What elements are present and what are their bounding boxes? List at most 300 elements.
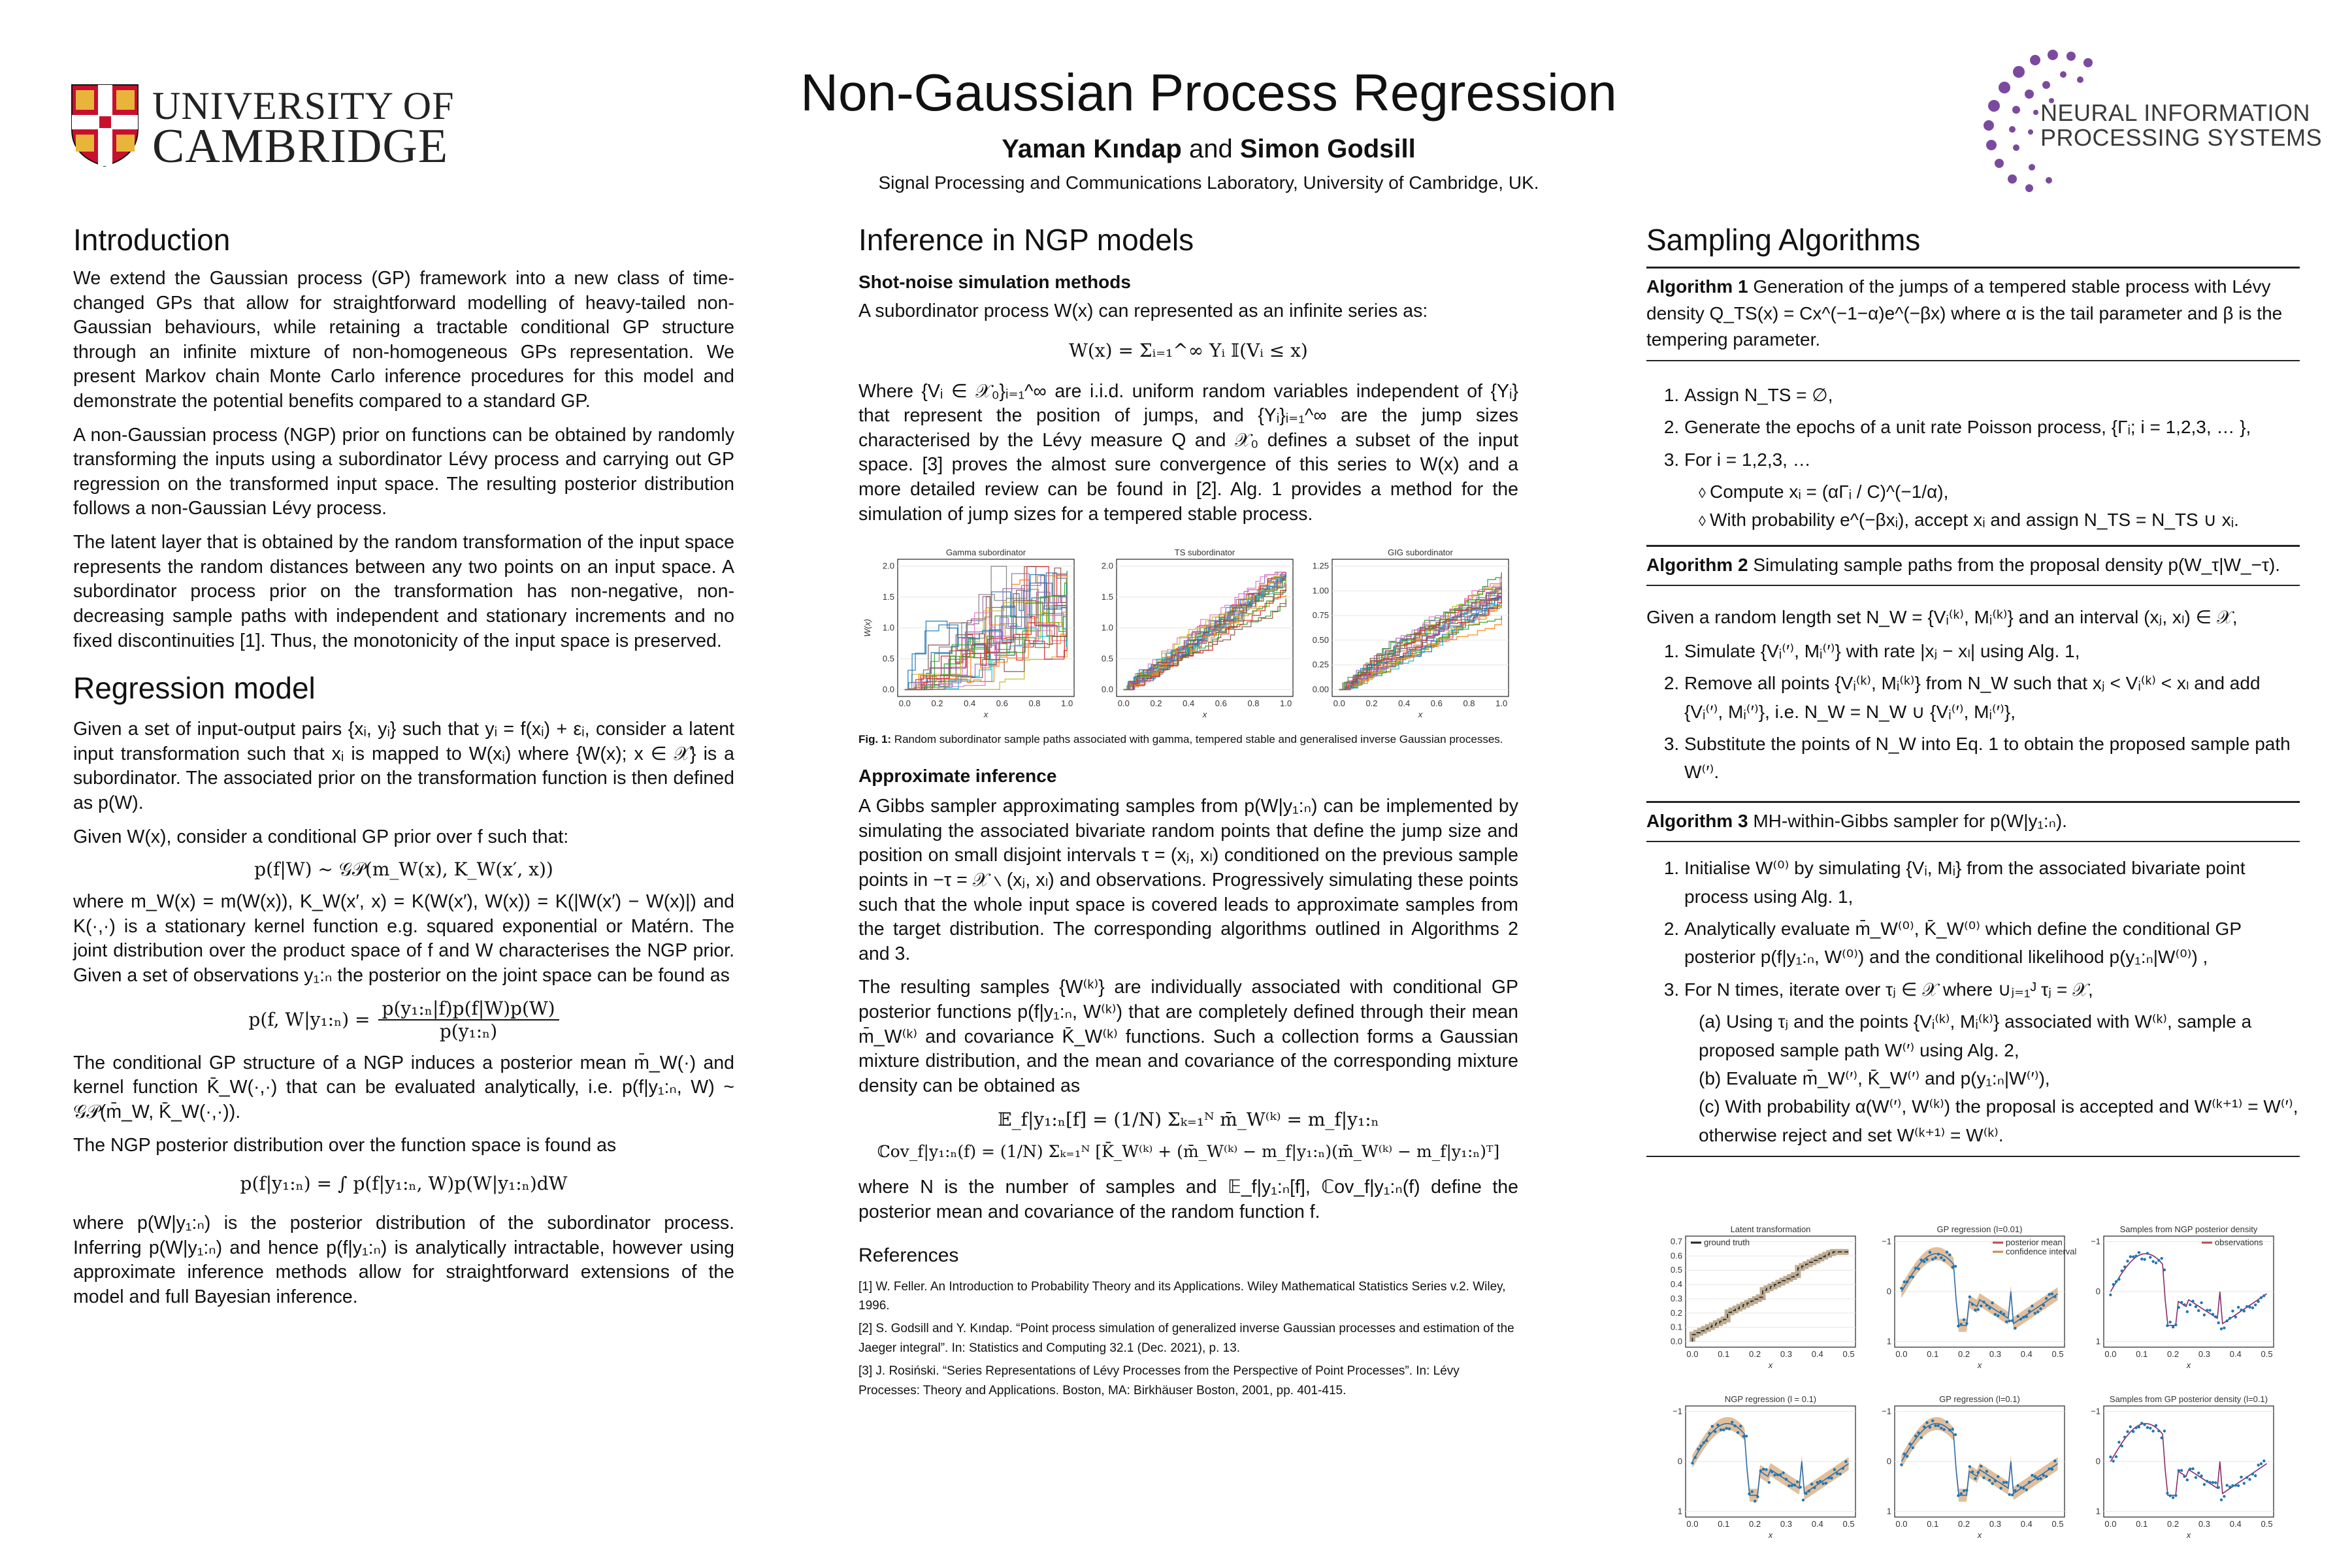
fig1-panel-2-ytick: 0.5 bbox=[1101, 653, 1113, 664]
fig2-panel-3-observation-point bbox=[2138, 1251, 2140, 1254]
fig2-panel-3-observation-point bbox=[2174, 1324, 2177, 1326]
figure-2-plot bbox=[1659, 1222, 2287, 1548]
fig2-panel-4-xtick: 0.0 bbox=[1686, 1519, 1699, 1529]
fig2-panel-2-ytick: −1 bbox=[1882, 1236, 1891, 1247]
cambridge-line1: UNIVERSITY OF bbox=[152, 84, 455, 127]
fig2-panel-3-observation-point bbox=[2262, 1294, 2265, 1297]
regression-p3: where m_W(x) = m(W(x)), K_W(x′, x) = K(W(x′), W(x)) = K(|W(x′) − W(x)|) and K(·,·) is a stationary kernel function e.g. squared exponential or Matérn. The joint distribution over the product space of f and W characterises the NGP prior. Given a set of observations y₁:ₙ the posterior on the joint space can be found as bbox=[73, 891, 734, 987]
fig2-panel-6-observation-point bbox=[2212, 1481, 2214, 1484]
fig2-panel-2-observation-point bbox=[1977, 1308, 1980, 1311]
fig2-panel-4-observation-point bbox=[1805, 1492, 1807, 1495]
fig2-panel-3-ytick: 0 bbox=[2095, 1286, 2100, 1296]
right-column bbox=[1646, 222, 2300, 1157]
fig2-panel-6-observation-point bbox=[2208, 1481, 2211, 1484]
fig2-panel-3-title: Samples from NGP posterior density bbox=[2119, 1224, 2258, 1234]
fig2-panel-5-observation-point bbox=[1946, 1420, 1948, 1423]
fig2-panel-3-observation-point bbox=[2240, 1309, 2242, 1311]
fig2-panel-5-xtick: 0.2 bbox=[1958, 1519, 1970, 1529]
fig2-panel-4-observation-point bbox=[1821, 1482, 1824, 1485]
fig2-panel-3-observation-point bbox=[2123, 1266, 2126, 1268]
a1-step-1: 1. Assign N_TS = ∅, bbox=[1684, 381, 2300, 409]
inference-eq3: ℂov_f|y₁:ₙ(f) = (1/N) Σₖ₌₁ᴺ [K̄_W⁽ᵏ⁾ + (m̄_W⁽ᵏ⁾ − m_f|y₁:ₙ)(m̄_W⁽ᵏ⁾ − m_f|y₁:ₙ)ᵀ] bbox=[877, 1142, 1500, 1162]
fig2-panel-3-observation-point bbox=[2246, 1305, 2248, 1308]
fig2-panel-6-observation-point bbox=[2231, 1484, 2234, 1487]
fig2-panel-5-observation-point bbox=[1957, 1494, 1959, 1497]
fig2-panel-6-observation-point bbox=[2191, 1467, 2194, 1470]
fig2-panel-3-observation-point bbox=[2214, 1315, 2217, 1318]
fig2-panel-6-observation-point bbox=[2183, 1475, 2185, 1478]
fig2-panel-2-observation-point bbox=[1974, 1309, 1976, 1311]
neurips-line1: NEURAL INFORMATION bbox=[2040, 99, 2311, 126]
fig2-panel-4-observation-point bbox=[1838, 1473, 1841, 1475]
fig2-panel-2-observation-point bbox=[2036, 1311, 2039, 1313]
fig2-panel-2-observation-point bbox=[1906, 1281, 1908, 1283]
fig2-panel-5-observation-point bbox=[1900, 1463, 1903, 1466]
fig2-panel-5-observation-point bbox=[1923, 1426, 1925, 1428]
fig2-panel-4-observation-point bbox=[1762, 1468, 1765, 1471]
fig2-panel-3-observation-point bbox=[2206, 1309, 2208, 1311]
fig2-panel-3-observation-point bbox=[2115, 1281, 2117, 1283]
a1-bullet-1: ◊ Compute xᵢ = (αΓᵢ / C)^(−1/α), bbox=[1699, 478, 2300, 506]
fig2-panel-1-ytick: 0.3 bbox=[1670, 1293, 1682, 1303]
fig2-panel-2-observation-point bbox=[1980, 1305, 1982, 1307]
fig2-panel-5-xtick: 0.0 bbox=[1895, 1519, 1908, 1529]
fig2-panel-4-observation-point bbox=[1720, 1428, 1722, 1431]
fig2-panel-4-observation-point bbox=[1708, 1432, 1710, 1435]
fig2-panel-4-observation-point bbox=[1748, 1492, 1750, 1495]
fig2-panel-5-xtick: 0.1 bbox=[1927, 1519, 1939, 1529]
fig2-panel-2-observation-point bbox=[1923, 1260, 1925, 1263]
fig2-panel-6-observation-point bbox=[2126, 1430, 2129, 1433]
fig2-panel-3-observation-point bbox=[2166, 1324, 2168, 1327]
fig2-panel-2-xtick: 0.4 bbox=[2020, 1349, 2033, 1359]
fig2-panel-4-observation-point bbox=[1810, 1483, 1813, 1486]
a3-sub-c: (c) With probability α(W⁽′⁾, W⁽ᵏ⁾) the proposal is accepted and W⁽ᵏ⁺¹⁾ = W⁽′⁾, otherwise reject and set W⁽ᵏ⁺¹⁾ = W⁽ᵏ⁾. bbox=[1699, 1096, 2298, 1145]
fig2-panel-5-observation-point bbox=[1929, 1426, 1931, 1428]
fig2-panel-6-observation-point bbox=[2138, 1426, 2140, 1428]
fig1-panel-1-ytick: 0.0 bbox=[882, 684, 894, 694]
fig2-panel-3-observation-point bbox=[2234, 1316, 2237, 1318]
fig2-panel-1-ytick: 0.1 bbox=[1670, 1322, 1682, 1332]
a1-bullet-2: ◊ With probability e^(−βxᵢ), accept xᵢ and assign N_TS = N_TS ∪ xᵢ. bbox=[1699, 506, 2300, 534]
fig2-panel-1-xtick: 0.1 bbox=[1718, 1349, 1730, 1359]
fig2-panel-2-observation-point bbox=[1900, 1287, 1903, 1290]
fig2-panel-3-observation-point bbox=[2143, 1258, 2146, 1261]
fig2-panel-5-observation-point bbox=[2002, 1481, 2005, 1484]
fig2-panel-5-observation-point bbox=[1912, 1446, 1914, 1449]
regression-eq1: p(f|W) ~ 𝒢𝒫(m_W(x), K_W(x′, x)) bbox=[254, 858, 553, 881]
fig2-panel-6-observation-point bbox=[2123, 1436, 2126, 1439]
cambridge-logo bbox=[71, 84, 463, 173]
intro-p1: We extend the Gaussian process (GP) framework into a new class of time-changed GPs that allow for straightforward modelling of heavy-tailed non-Gaussian behaviours, while retaining a tractable conditional GP structure through an infinite mixture of non-homogeneous GPs representation. We present Markov chain Monte Carlo inference procedures for this model and demonstrate the potential benefits compared to a standard GP. bbox=[73, 268, 734, 412]
inference-eq2: 𝔼_f|y₁:ₙ[f] = (1/N) Σₖ₌₁ᴺ m̄_W⁽ᵏ⁾ = m_f|y₁:ₙ bbox=[998, 1109, 1379, 1131]
fig2-panel-4-observation-point bbox=[1714, 1430, 1716, 1433]
figure-1-caption-label: Fig. 1: bbox=[858, 733, 892, 746]
fig1-panel-2-ytick: 1.5 bbox=[1101, 592, 1113, 602]
fig1-panel-3-ytick: 1.25 bbox=[1312, 561, 1329, 571]
fig2-panel-4-observation-point bbox=[1737, 1431, 1739, 1434]
fig2-panel-5-observation-point bbox=[2031, 1474, 2033, 1477]
fig2-panel-2-observation-point bbox=[1965, 1322, 1968, 1325]
fig2-panel-5-observation-point bbox=[1917, 1431, 1919, 1434]
fig2-panel-5-observation-point bbox=[1997, 1475, 1999, 1478]
fig2-panel-3-observation-point bbox=[2226, 1320, 2229, 1322]
fig2-panel-3-xtick: 0.0 bbox=[2104, 1349, 2117, 1359]
fig2-panel-5-observation-point bbox=[1963, 1490, 1965, 1492]
fig2-panel-6-observation-point bbox=[2197, 1471, 2200, 1474]
fig2-panel-5-title: GP regression (l=0.1) bbox=[1939, 1394, 2020, 1404]
fig2-panel-5-observation-point bbox=[1985, 1470, 1988, 1473]
fig2-panel-2-observation-point bbox=[1994, 1313, 1997, 1316]
fig2-panel-5-xtick: 0.3 bbox=[1989, 1519, 2001, 1529]
fig2-panel-6-observation-point bbox=[2186, 1478, 2189, 1481]
fig2-panel-2-observation-point bbox=[2005, 1320, 2008, 1323]
algorithm-2-body bbox=[1646, 586, 2300, 792]
algorithm-2 bbox=[1646, 545, 2300, 793]
fig1-panel-1-ytick: 1.5 bbox=[882, 592, 894, 602]
fig2-panel-5-observation-point bbox=[1931, 1420, 1934, 1422]
fig1-panel-2-ytick: 1.0 bbox=[1101, 623, 1113, 633]
a3-step-2: 2. Analytically evaluate m̄_W⁽⁰⁾, K̄_W⁽⁰⁾ which define the conditional GP posterior p(f|y₁:ₙ, W⁽⁰⁾) and the conditional likelihood p(y₁:ₙ|W⁽⁰⁾) , bbox=[1684, 915, 2300, 972]
left-column bbox=[73, 222, 734, 1319]
fig2-panel-2-observation-point bbox=[2048, 1293, 2050, 1296]
fig2-panel-2-observation-point bbox=[1954, 1265, 1957, 1267]
fig1-panel-3-title: GIG subordinator bbox=[1388, 547, 1453, 558]
fig2-panel-3-observation-point bbox=[2180, 1301, 2183, 1303]
a3-step-1: 1. Initialise W⁽⁰⁾ by simulating {Vᵢ, Mᵢ} from the associated bivariate point process using Alg. 1, bbox=[1684, 854, 2300, 911]
fig2-panel-3-observation-point bbox=[2161, 1257, 2163, 1260]
approx-inference-subtitle: Approximate inference bbox=[858, 766, 1057, 787]
fig2-panel-3-observation-point bbox=[2112, 1283, 2115, 1286]
reference-1: [1] W. Feller. An Introduction to Probability Theory and its Applications. Wiley Mathematical Statistics Series v.2. Wiley, 1996. bbox=[858, 1279, 1506, 1313]
fig2-panel-5-observation-point bbox=[2048, 1467, 2050, 1470]
fig2-panel-5-observation-point bbox=[2051, 1468, 2053, 1471]
neurips-logo bbox=[1973, 46, 2326, 203]
fig2-panel-2-xtick: 0.1 bbox=[1927, 1349, 1939, 1359]
fig2-panel-4-observation-point bbox=[1833, 1468, 1836, 1471]
fig2-panel-4-xtick: 0.5 bbox=[1842, 1519, 1855, 1529]
fig1-panel-3-xtick: 0.0 bbox=[1333, 698, 1345, 709]
fig2-panel-5-observation-point bbox=[2042, 1474, 2045, 1477]
fig2-panel-5-observation-point bbox=[2039, 1477, 2042, 1480]
a2-step-1: 1. Simulate {Vᵢ⁽′⁾, Mᵢ⁽′⁾} with rate |xⱼ − xₗ| using Alg. 1, bbox=[1684, 637, 2300, 665]
fig2-panel-6-observation-point bbox=[2240, 1476, 2242, 1478]
fig2-panel-5-observation-point bbox=[1988, 1478, 1991, 1481]
fig2-panel-6-xtick: 0.0 bbox=[2104, 1519, 2117, 1529]
figure-1 bbox=[858, 540, 1518, 729]
fig2-panel-4-observation-point bbox=[1813, 1486, 1816, 1489]
fig2-panel-5-observation-point bbox=[1977, 1471, 1980, 1474]
fig1-panel-1-xtick: 0.8 bbox=[1028, 698, 1041, 709]
fig2-panel-5-observation-point bbox=[1920, 1436, 1923, 1439]
fig2-panel-5-observation-point bbox=[1974, 1477, 1976, 1480]
fig2-panel-6-observation-point bbox=[2149, 1427, 2151, 1429]
fig2-panel-1-ytick: 0.2 bbox=[1670, 1307, 1682, 1318]
fig2-panel-3-observation-point bbox=[2172, 1326, 2174, 1328]
fig1-panel-3-xtick: 0.2 bbox=[1365, 698, 1378, 709]
fig2-panel-1-xtick: 0.0 bbox=[1686, 1349, 1699, 1359]
fig2-panel-4-observation-point bbox=[1765, 1468, 1767, 1471]
fig2-panel-3-observation-point bbox=[2237, 1306, 2240, 1309]
fig1-panel-1-ytick: 0.5 bbox=[882, 653, 894, 664]
fig1-panel-3-ytick: 1.00 bbox=[1312, 585, 1329, 596]
fig1-panel-3-xtick: 0.6 bbox=[1430, 698, 1443, 709]
fig2-panel-6-xtick: 0.2 bbox=[2167, 1519, 2180, 1529]
fig2-panel-3-observation-point bbox=[2163, 1269, 2166, 1271]
fig2-panel-3-observation-point bbox=[2223, 1326, 2225, 1329]
author-2: Simon Godsill bbox=[1239, 135, 1416, 163]
fig2-panel-2-observation-point bbox=[1963, 1318, 1965, 1321]
fig2-panel-4-observation-point bbox=[1705, 1439, 1708, 1442]
fig2-panel-4-xtick: 0.3 bbox=[1780, 1519, 1792, 1529]
fig2-panel-3-observation-point bbox=[2260, 1296, 2262, 1299]
fig2-panel-2-observation-point bbox=[1934, 1256, 1936, 1259]
a1-step-3: 3. For i = 1,2,3, … bbox=[1684, 446, 2300, 474]
fig2-panel-2-observation-point bbox=[1925, 1258, 1928, 1261]
algorithm-1-caption: Generation of the jumps of a tempered stable process with Lévy density Q_TS(x) = Cx^(−1−α)e^(−βx) where α is the tail parameter and β is the tempering parameter. bbox=[1646, 276, 2283, 350]
fig2-panel-1-ytick: 0.4 bbox=[1670, 1279, 1682, 1290]
fig2-panel-3-observation-point bbox=[2169, 1320, 2172, 1323]
fig2-panel-4-xtick: 0.1 bbox=[1718, 1519, 1730, 1529]
fig2-panel-6-xtick: 0.5 bbox=[2261, 1519, 2273, 1529]
fig2-panel-1-ytick: 0.5 bbox=[1670, 1265, 1682, 1275]
fig2-panel-4-observation-point bbox=[1728, 1428, 1731, 1430]
cambridge-line2: CAMBRIDGE bbox=[152, 120, 449, 173]
a1-step-2: 2. Generate the epochs of a unit rate Poisson process, {Γᵢ; i = 1,2,3, … }, bbox=[1684, 413, 2300, 441]
fig2-panel-4-observation-point bbox=[1739, 1425, 1742, 1428]
fig2-panel-5-observation-point bbox=[1906, 1455, 1908, 1458]
fig2-panel-1-ytick: 0.6 bbox=[1670, 1250, 1682, 1261]
fig2-panel-4-observation-point bbox=[1842, 1467, 1844, 1469]
fig2-panel-1-title: Latent transformation bbox=[1730, 1224, 1811, 1234]
fig2-panel-2-observation-point bbox=[1937, 1252, 1940, 1255]
author-and: and bbox=[1188, 135, 1233, 163]
fig2-panel-5-observation-point bbox=[2005, 1481, 2008, 1484]
fig2-panel-4-observation-point bbox=[1697, 1448, 1699, 1450]
references-title: References bbox=[858, 1244, 959, 1266]
fig2-panel-4-observation-point bbox=[1733, 1424, 1736, 1427]
algorithm-3-caption: MH-within-Gibbs sampler for p(W|y₁:ₙ). bbox=[1748, 810, 2067, 831]
algorithm-3-label: Algorithm 3 bbox=[1646, 810, 1748, 831]
fig2-panel-4-observation-point bbox=[1779, 1473, 1782, 1476]
sampling-title: Sampling Algorithms bbox=[1646, 223, 1921, 257]
authors bbox=[653, 135, 1764, 164]
regression-p2: Given W(x), consider a conditional GP prior over f such that: bbox=[73, 826, 569, 847]
fig2-panel-4-observation-point bbox=[1759, 1469, 1762, 1472]
affiliation: Signal Processing and Communications Laboratory, University of Cambridge, UK. bbox=[878, 172, 1539, 193]
fig2-panel-3-xtick: 0.2 bbox=[2167, 1349, 2180, 1359]
fig2-panel-6-title: Samples from GP posterior density (l=0.1) bbox=[2109, 1394, 2268, 1404]
fig2-panel-6-observation-point bbox=[2112, 1460, 2115, 1462]
fig2-panel-3-observation-point bbox=[2151, 1260, 2154, 1263]
fig2-panel-4-observation-point bbox=[1796, 1480, 1799, 1483]
fig1-panel-1-xtick: 0.0 bbox=[898, 698, 911, 709]
fig2-panel-3-xtick: 0.1 bbox=[2136, 1349, 2148, 1359]
fig2-panel-4-observation-point bbox=[1771, 1471, 1773, 1473]
fig2-panel-6-observation-point bbox=[2161, 1437, 2163, 1439]
fig2-panel-3-observation-point bbox=[2121, 1269, 2123, 1272]
fig2-panel-3-observation-point bbox=[2140, 1258, 2143, 1260]
fig2-panel-5-observation-point bbox=[1994, 1480, 1997, 1482]
eq2-denominator: p(y₁:ₙ) bbox=[439, 1020, 498, 1042]
poster-title: Non-Gaussian Process Regression bbox=[800, 63, 1617, 122]
fig1-panel-1-xtick: 0.2 bbox=[931, 698, 943, 709]
fig2-panel-2-xtick: 0.3 bbox=[1989, 1349, 2001, 1359]
fig1-panel-3-ytick: 0.50 bbox=[1312, 635, 1329, 645]
fig2-panel-2-observation-point bbox=[1948, 1254, 1951, 1256]
fig2-panel-3-observation-point bbox=[2155, 1262, 2157, 1264]
algorithm-3-body bbox=[1646, 842, 2300, 1157]
fig2-panel-6-observation-point bbox=[2234, 1484, 2237, 1486]
fig1-panel-1-title: Gamma subordinator bbox=[945, 547, 1026, 558]
fig2-panel-6-xtick: 0.4 bbox=[2229, 1519, 2242, 1529]
fig2-panel-4-observation-point bbox=[1808, 1490, 1810, 1492]
fig2-panel-3-observation-point bbox=[2109, 1294, 2112, 1296]
fig2-panel-2-xtick: 0.0 bbox=[1895, 1349, 1908, 1359]
fig2-panel-5-observation-point bbox=[2036, 1478, 2039, 1480]
reference-3: [3] J. Rosiński. “Series Representations of Lévy Processes from the Perspective of Point Processes”. In: Lévy Processes: Theory and Applications. Boston, MA: Birkhäuser Boston, 2001, pp. 401-415. bbox=[858, 1364, 1460, 1397]
fig2-panel-4-observation-point bbox=[1819, 1480, 1821, 1482]
fig2-panel-2-observation-point bbox=[2014, 1327, 2016, 1330]
reference-2: [2] S. Godsill and Y. Kındap. “Point process simulation of generalized inverse Gaussian processes and estimation of the Jaeger integral”. In: Statistics and Computing 32.1 (Dec. 2021), p. 13. bbox=[858, 1322, 1514, 1355]
fig2-panel-6-observation-point bbox=[2157, 1429, 2160, 1432]
fig2-panel-6-observation-point bbox=[2220, 1499, 2223, 1501]
fig2-panel-2-observation-point bbox=[2017, 1315, 2019, 1318]
fig2-panel-3-observation-point bbox=[2189, 1303, 2191, 1306]
fig2-panel-6-observation-point bbox=[2226, 1484, 2229, 1486]
fig2-panel-4-observation-point bbox=[1716, 1424, 1719, 1426]
fig2-panel-6-observation-point bbox=[2121, 1445, 2123, 1447]
fig2-panel-5-observation-point bbox=[1914, 1435, 1917, 1437]
fig2-panel-2-observation-point bbox=[2011, 1319, 2014, 1322]
fig2-panel-5-observation-point bbox=[1940, 1427, 1942, 1429]
fig2-panel-4-observation-point bbox=[1816, 1481, 1819, 1484]
fig2-panel-2-observation-point bbox=[1971, 1303, 1974, 1305]
fig2-panel-6-observation-point bbox=[2155, 1424, 2157, 1427]
fig2-panel-1-xtick: 0.4 bbox=[1811, 1349, 1823, 1359]
fig2-panel-6-observation-point bbox=[2132, 1430, 2134, 1433]
fig2-panel-4-observation-point bbox=[1754, 1500, 1756, 1503]
fig2-panel-5-observation-point bbox=[2019, 1486, 2022, 1489]
fig2-panel-2-observation-point bbox=[1946, 1250, 1948, 1253]
fig2-panel-2-ytick: 0 bbox=[1886, 1286, 1891, 1296]
fig2-panel-5-observation-point bbox=[2011, 1494, 2014, 1496]
fig2-panel-5-observation-point bbox=[2028, 1481, 2031, 1484]
regression-p1: Given a set of input-output pairs {xᵢ, yᵢ} such that yᵢ = f(xᵢ) + εᵢ, consider a latent input transformation such that xᵢ is mapped to W(xᵢ) where {W(x); x ∈ 𝒳} is a subordinator. The associated prior on the transformation function is then defined as p(W). bbox=[73, 719, 734, 813]
fig2-panel-3-observation-point bbox=[2200, 1301, 2202, 1304]
fig2-panel-3-observation-point bbox=[2208, 1309, 2211, 1311]
fig2-panel-4-observation-point bbox=[1722, 1428, 1725, 1431]
fig2-panel-5-ytick: 0 bbox=[1886, 1456, 1891, 1466]
fig2-panel-2-observation-point bbox=[2019, 1318, 2022, 1320]
fig2-panel-6-observation-point bbox=[2248, 1478, 2251, 1480]
fig1-panel-1-ytick: 1.0 bbox=[882, 623, 894, 633]
algorithm-3 bbox=[1646, 801, 2300, 1158]
fig2-panel-2-observation-point bbox=[1952, 1266, 1954, 1268]
fig2-panel-6-ytick: −1 bbox=[2091, 1406, 2100, 1416]
a3-sub-b: (b) Evaluate m̄_W⁽′⁾, K̄_W⁽′⁾ and p(y₁:ₙ|W⁽′⁾), bbox=[1699, 1068, 2050, 1088]
fig2-panel-6-observation-point bbox=[2134, 1426, 2137, 1429]
fig2-panel-3-observation-point bbox=[2126, 1260, 2129, 1262]
fig2-panel-3-observation-point bbox=[2243, 1310, 2246, 1313]
fig2-panel-6-observation-point bbox=[2246, 1476, 2248, 1478]
fig1-panel-1-xtick: 0.4 bbox=[964, 698, 976, 709]
fig2-panel-4-observation-point bbox=[1799, 1486, 1802, 1488]
fig2-panel-2-title: GP regression (l=0.01) bbox=[1936, 1224, 2023, 1234]
fig2-panel-2-observation-point bbox=[1914, 1267, 1917, 1269]
inference-p3: A Gibbs sampler approximating samples from p(W|y₁:ₙ) can be implemented by simulating the associated bivariate random points that define the jump size and position on small disjoint intervals τ = (xⱼ, xₗ) conditioned on the previous sample points in −τ = 𝒳 ∖ (xⱼ, xₗ) and observations. Progressively simulating these points such that the whole input space is covered leads to approximate samples from the target distribution. The corresponding algorithms outlined in Algorithms 2 and 3. bbox=[858, 796, 1518, 964]
fig2-panel-4-observation-point bbox=[1691, 1462, 1693, 1464]
fig2-panel-1-legend-label: ground truth bbox=[1704, 1237, 1750, 1247]
intro-p3: The latent layer that is obtained by the random transformation of the input space represents the random distances between any two points on an input space. A subordinator process prior on the transformation has non-negative, non-decreasing sample paths with independent and stationary increments and no fixed discontinuities [1]. Thus, the monotonicity of the input space is preserved. bbox=[73, 532, 734, 651]
fig2-panel-6-observation-point bbox=[2217, 1486, 2220, 1489]
fig1-panel-3-xtick: 0.8 bbox=[1463, 698, 1475, 709]
fig2-panel-6-ytick: 0 bbox=[2095, 1456, 2100, 1466]
fig2-panel-5-observation-point bbox=[1908, 1443, 1911, 1445]
fig1-panel-3-ytick: 0.25 bbox=[1312, 659, 1329, 670]
fig2-panel-6-observation-point bbox=[2262, 1460, 2265, 1462]
fig2-panel-2-legend-label: confidence interval bbox=[2006, 1247, 2077, 1256]
figure-1-plot bbox=[858, 540, 1518, 729]
algorithm-3-header bbox=[1646, 803, 2300, 843]
fig2-panel-3-observation-point bbox=[2212, 1313, 2214, 1316]
fig2-panel-2-observation-point bbox=[1942, 1259, 1945, 1262]
regression-title: Regression model bbox=[73, 671, 316, 706]
fig2-panel-5-observation-point bbox=[1991, 1482, 1993, 1485]
fig2-panel-4-observation-point bbox=[1793, 1484, 1796, 1486]
fig2-panel-2-observation-point bbox=[2051, 1292, 2053, 1295]
fig2-panel-4-observation-point bbox=[1825, 1482, 1827, 1484]
fig2-panel-3-observation-point bbox=[2129, 1255, 2132, 1258]
fig1-panel-3-xtick: 1.0 bbox=[1495, 698, 1508, 709]
figure-1-caption-text: Random subordinator sample paths associated with gamma, tempered stable and generalised inverse Gaussian processes. bbox=[891, 733, 1503, 746]
fig2-panel-4-observation-point bbox=[1703, 1441, 1705, 1444]
fig1-panel-1-xtick: 0.6 bbox=[996, 698, 1008, 709]
fig2-panel-4-ytick: 0 bbox=[1677, 1456, 1682, 1466]
fig2-panel-6-observation-point bbox=[2254, 1475, 2257, 1477]
fig2-panel-3-observation-point bbox=[2186, 1311, 2189, 1313]
fig2-panel-3-observation-point bbox=[2248, 1306, 2251, 1309]
fig2-panel-1-xtick: 0.2 bbox=[1749, 1349, 1761, 1359]
fig2-panel-1-xtick: 0.3 bbox=[1780, 1349, 1792, 1359]
fig2-panel-5-ytick: 1 bbox=[1886, 1506, 1891, 1516]
introduction-title: Introduction bbox=[73, 223, 231, 257]
fig2-panel-2-observation-point bbox=[2042, 1304, 2045, 1307]
fig1-panel-3-xtick: 0.4 bbox=[1398, 698, 1411, 709]
fig2-panel-6-observation-point bbox=[2195, 1476, 2197, 1478]
inference-eq1: W(x) = Σᵢ₌₁^∞ Yᵢ 𝕀(Vᵢ ≤ x) bbox=[1069, 339, 1308, 361]
fig2-panel-1-ytick: 0.0 bbox=[1670, 1336, 1682, 1347]
fig2-panel-6-observation-point bbox=[2115, 1455, 2117, 1458]
inference-p5: where N is the number of samples and 𝔼_f|y₁:ₙ[f], ℂov_f|y₁:ₙ(f) define the posterior mean and covariance of the random function f. bbox=[858, 1177, 1518, 1222]
fig2-panel-3-legend-label: observations bbox=[2215, 1237, 2263, 1247]
fig2-panel-4-observation-point bbox=[1788, 1484, 1790, 1487]
fig1-panel-2-xtick: 0.6 bbox=[1215, 698, 1227, 709]
fig2-panel-6-observation-point bbox=[2243, 1482, 2246, 1484]
fig1-panel-2-xtick: 0.0 bbox=[1117, 698, 1130, 709]
fig1-panel-2-ytick: 0.0 bbox=[1101, 684, 1113, 694]
fig2-panel-2-observation-point bbox=[2045, 1297, 2048, 1299]
fig2-panel-2-observation-point bbox=[2053, 1296, 2056, 1298]
fig2-panel-3-observation-point bbox=[2231, 1310, 2234, 1313]
fig2-panel-3-xtick: 0.3 bbox=[2198, 1349, 2210, 1359]
fig2-panel-4-observation-point bbox=[1745, 1435, 1748, 1437]
fig2-panel-6-observation-point bbox=[2203, 1483, 2206, 1486]
fig2-panel-6-observation-point bbox=[2163, 1429, 2166, 1432]
figure-1-caption bbox=[858, 732, 1518, 747]
fig2-panel-3-observation-point bbox=[2157, 1259, 2160, 1262]
fig2-panel-5-observation-point bbox=[1948, 1429, 1951, 1431]
